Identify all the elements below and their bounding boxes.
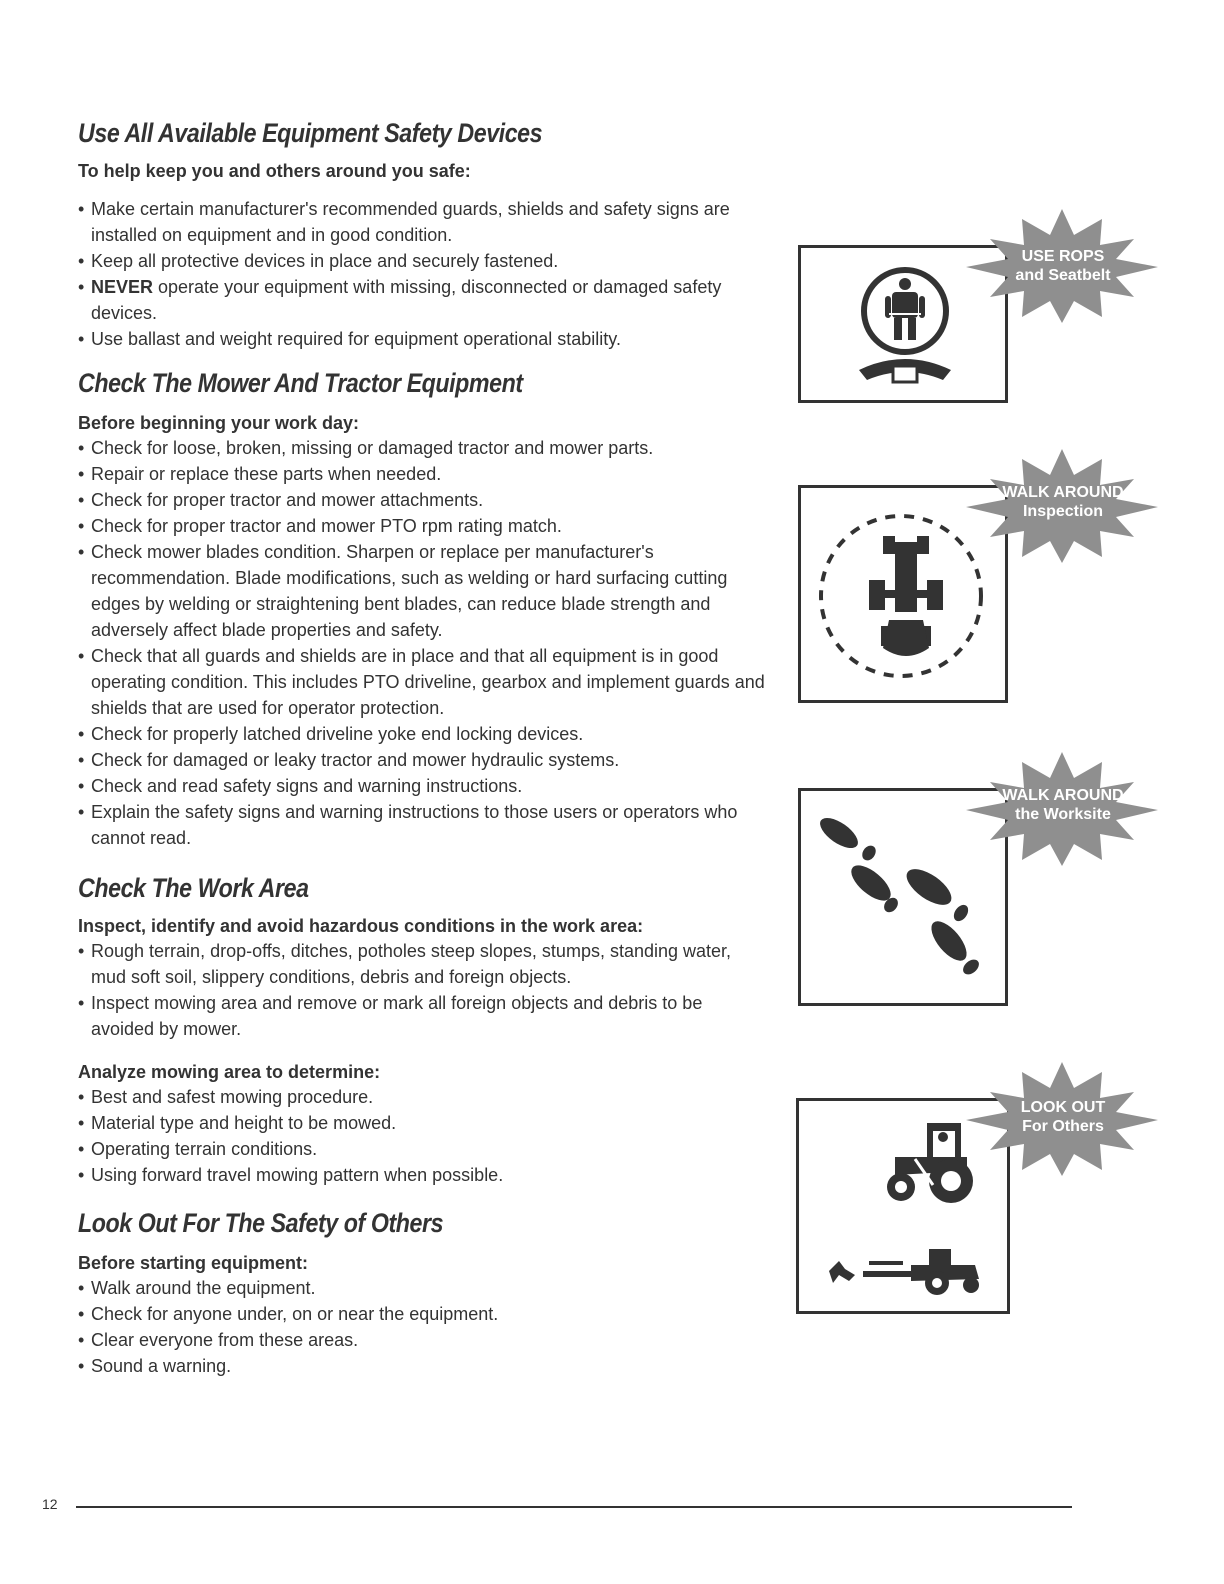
list-item: • Using forward travel mowing pattern when possible. (78, 1162, 768, 1188)
section-title-safety-of-others: Look Out For The Safety of Others (78, 1208, 444, 1238)
list-item: • Use ballast and weight required for equipment operational stability. (78, 326, 768, 352)
list-item: • Clear everyone from these areas. (78, 1327, 768, 1353)
list-item: • Repair or replace these parts when needed. (78, 461, 768, 487)
section-subheading: Inspect, identify and avoid hazardous conditions in the work area: (78, 916, 644, 936)
list-item: • Material type and height to be mowed. (78, 1110, 768, 1136)
safety-badge-look-out (796, 1058, 1166, 1318)
section-subheading: Analyze mowing area to determine: (78, 1062, 381, 1082)
section-subheading: Before beginning your work day: (78, 413, 360, 433)
section-subheading: Before starting equipment: (78, 1253, 309, 1273)
page-number: 12 (42, 1496, 58, 1512)
section-title-mower-tractor: Check The Mower And Tractor Equipment (78, 368, 523, 398)
list-item: • Check for proper tractor and mower PTO rpm rating match. (78, 513, 768, 539)
list-item: • Keep all protective devices in place and securely fastened. (78, 248, 768, 274)
list-item: • Check for proper tractor and mower attachments. (78, 487, 768, 513)
list-item: • Sound a warning. (78, 1353, 768, 1379)
bullet-list (78, 1084, 768, 1188)
safety-badge-rops (796, 205, 1166, 405)
emphasis-never: NEVER (91, 277, 154, 297)
list-item: • Check and read safety signs and warning instructions. (78, 773, 768, 799)
footer-rule (76, 1506, 1072, 1508)
badge-label: LOOK OUT For Others (1020, 1099, 1106, 1135)
bullet-list (78, 938, 768, 1042)
list-item: • Walk around the equipment. (78, 1275, 768, 1301)
section-title-safety-devices: Use All Available Equipment Safety Devices (78, 118, 543, 148)
safety-badge-walkaround-worksite (796, 748, 1166, 1010)
list-item: • Check for anyone under, on or near the equipment. (78, 1301, 768, 1327)
badge-label: WALK AROUND the Worksite (1002, 787, 1124, 823)
list-item: • NEVER operate your equipment with missing, disconnected or damaged safety devices. (78, 274, 768, 326)
list-item: • Check for damaged or leaky tractor and mower hydraulic systems. (78, 747, 768, 773)
list-item: • Rough terrain, drop-offs, ditches, potholes steep slopes, stumps, standing water, mud soft soil, slippery conditions, debris and foreign objects. (78, 938, 768, 990)
list-item: • Check for properly latched driveline yoke end locking devices. (78, 721, 768, 747)
list-item: • Explain the safety signs and warning instructions to those users or operators who cannot read. (78, 799, 768, 851)
safety-badge-walkaround-inspection (796, 445, 1166, 710)
section-subheading: To help keep you and others around you safe: (78, 161, 471, 181)
bullet-list (78, 435, 768, 851)
list-item: • Check for loose, broken, missing or damaged tractor and mower parts. (78, 435, 768, 461)
section-title-work-area: Check The Work Area (78, 873, 309, 903)
list-item: • Check mower blades condition. Sharpen or replace per manufacturer's recommendation. Blade modifications, such as welding or hard surfacing cutting edges by welding or straightening bent blades, can reduce blade strength and adversely affect blade properties and safety. (78, 539, 768, 643)
list-item: • Best and safest mowing procedure. (78, 1084, 768, 1110)
bullet-list (78, 1275, 768, 1379)
content-column (78, 118, 768, 1379)
list-item: • Inspect mowing area and remove or mark all foreign objects and debris to be avoided by mower. (78, 990, 768, 1042)
badge-label: USE ROPS and Seatbelt (1015, 248, 1111, 284)
list-item: • Make certain manufacturer's recommended guards, shields and safety signs are installed on equipment and in good condition. (78, 196, 768, 248)
list-item: • Operating terrain conditions. (78, 1136, 768, 1162)
badge-label: WALK AROUND Inspection (1002, 484, 1124, 520)
list-item: • Check that all guards and shields are in place and that all equipment is in good operating condition. This includes PTO driveline, gearbox and implement guards and shields that are used for operator protection. (78, 643, 768, 721)
bullet-list (78, 196, 768, 352)
